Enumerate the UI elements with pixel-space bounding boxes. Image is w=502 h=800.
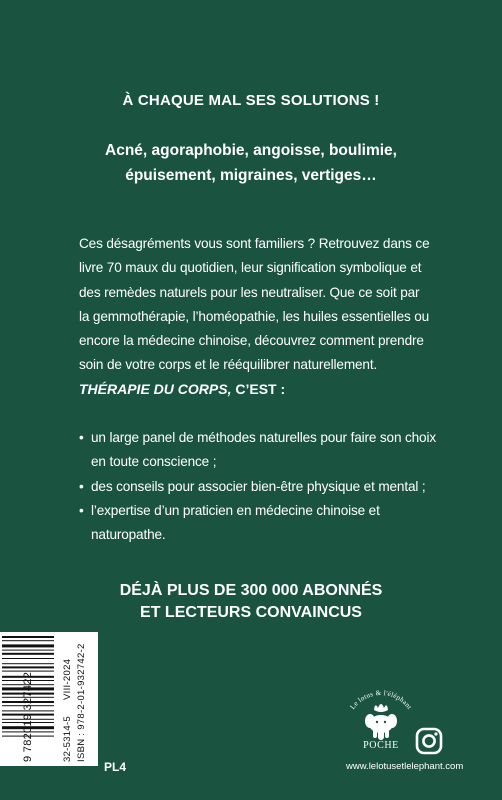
website-link[interactable]: www.lelotusetlelephant.com <box>346 761 464 772</box>
list-item-line: un large panel de méthodes naturelles pour faire son choix <box>91 430 436 445</box>
bullet-icon: • <box>79 430 84 445</box>
claim-line: DÉJÀ PLUS DE 300 000 ABONNÉS <box>119 582 383 599</box>
intro-line: soin de votre corps et le rééquilibrer naturellement. <box>79 357 378 373</box>
heading-suffix: C’EST : <box>231 381 286 397</box>
claim-line: ET LECTEURS CONVAINCUS <box>140 604 362 621</box>
bullet-icon: • <box>79 502 84 518</box>
ailments-line: Acné, agoraphobie, angoisse, boulimie, <box>105 142 397 159</box>
intro-line: des remèdes naturels pour les neutraliser. Que ce soit par <box>79 284 420 300</box>
list-item <box>79 426 439 475</box>
svg-text:Le lotus & l'éléphant: Le lotus & l'éléphant <box>348 688 414 712</box>
instagram-icon[interactable] <box>414 726 444 756</box>
subscribers-claim <box>0 580 502 624</box>
intro-line: la gemmothérapie, l’homéopathie, les huiles essentielles ou <box>79 308 430 324</box>
isbn: ISBN : 978-2-01-932742-2 <box>76 643 87 762</box>
intro-line: encore la médecine chinoise, découvrez comment prendre <box>79 333 424 349</box>
price-code: PL4 <box>104 760 127 774</box>
ailments-list <box>80 138 422 188</box>
list-item <box>79 475 439 499</box>
ailments-line: épuisement, migraines, vertiges… <box>125 167 377 184</box>
intro-line: livre 70 maux du quotidien, leur signification symbolique et <box>79 260 422 276</box>
barcode <box>0 632 98 766</box>
print-date: VIII-2024 <box>62 658 73 700</box>
list-item-line: naturopathe. <box>91 527 166 543</box>
lotus-elephant-logo-icon <box>338 688 424 742</box>
book-title: THÉRAPIE DU CORPS, <box>79 381 232 397</box>
ean-digits: 9 782019 327422 <box>22 671 34 762</box>
list-item <box>79 499 439 548</box>
list-item-line: en toute conscience ; <box>91 454 217 470</box>
benefits-list <box>79 426 439 547</box>
intro-paragraph <box>79 232 431 378</box>
list-item-line: l’expertise d’un praticien en médecine chinoise et <box>91 502 380 518</box>
therapy-heading <box>79 381 285 397</box>
headline: À CHAQUE MAL SES SOLUTIONS ! <box>122 92 380 109</box>
intro-line: Ces désagréments vous sont familiers ? Retrouvez dans ce <box>79 236 430 251</box>
list-item-line: des conseils pour associer bien-être physique et mental ; <box>91 478 426 494</box>
product-code: 32-5314-5 <box>62 715 73 762</box>
publisher-logo <box>338 688 424 756</box>
bullet-icon: • <box>79 478 84 494</box>
imprint-label: POCHE <box>363 740 399 751</box>
